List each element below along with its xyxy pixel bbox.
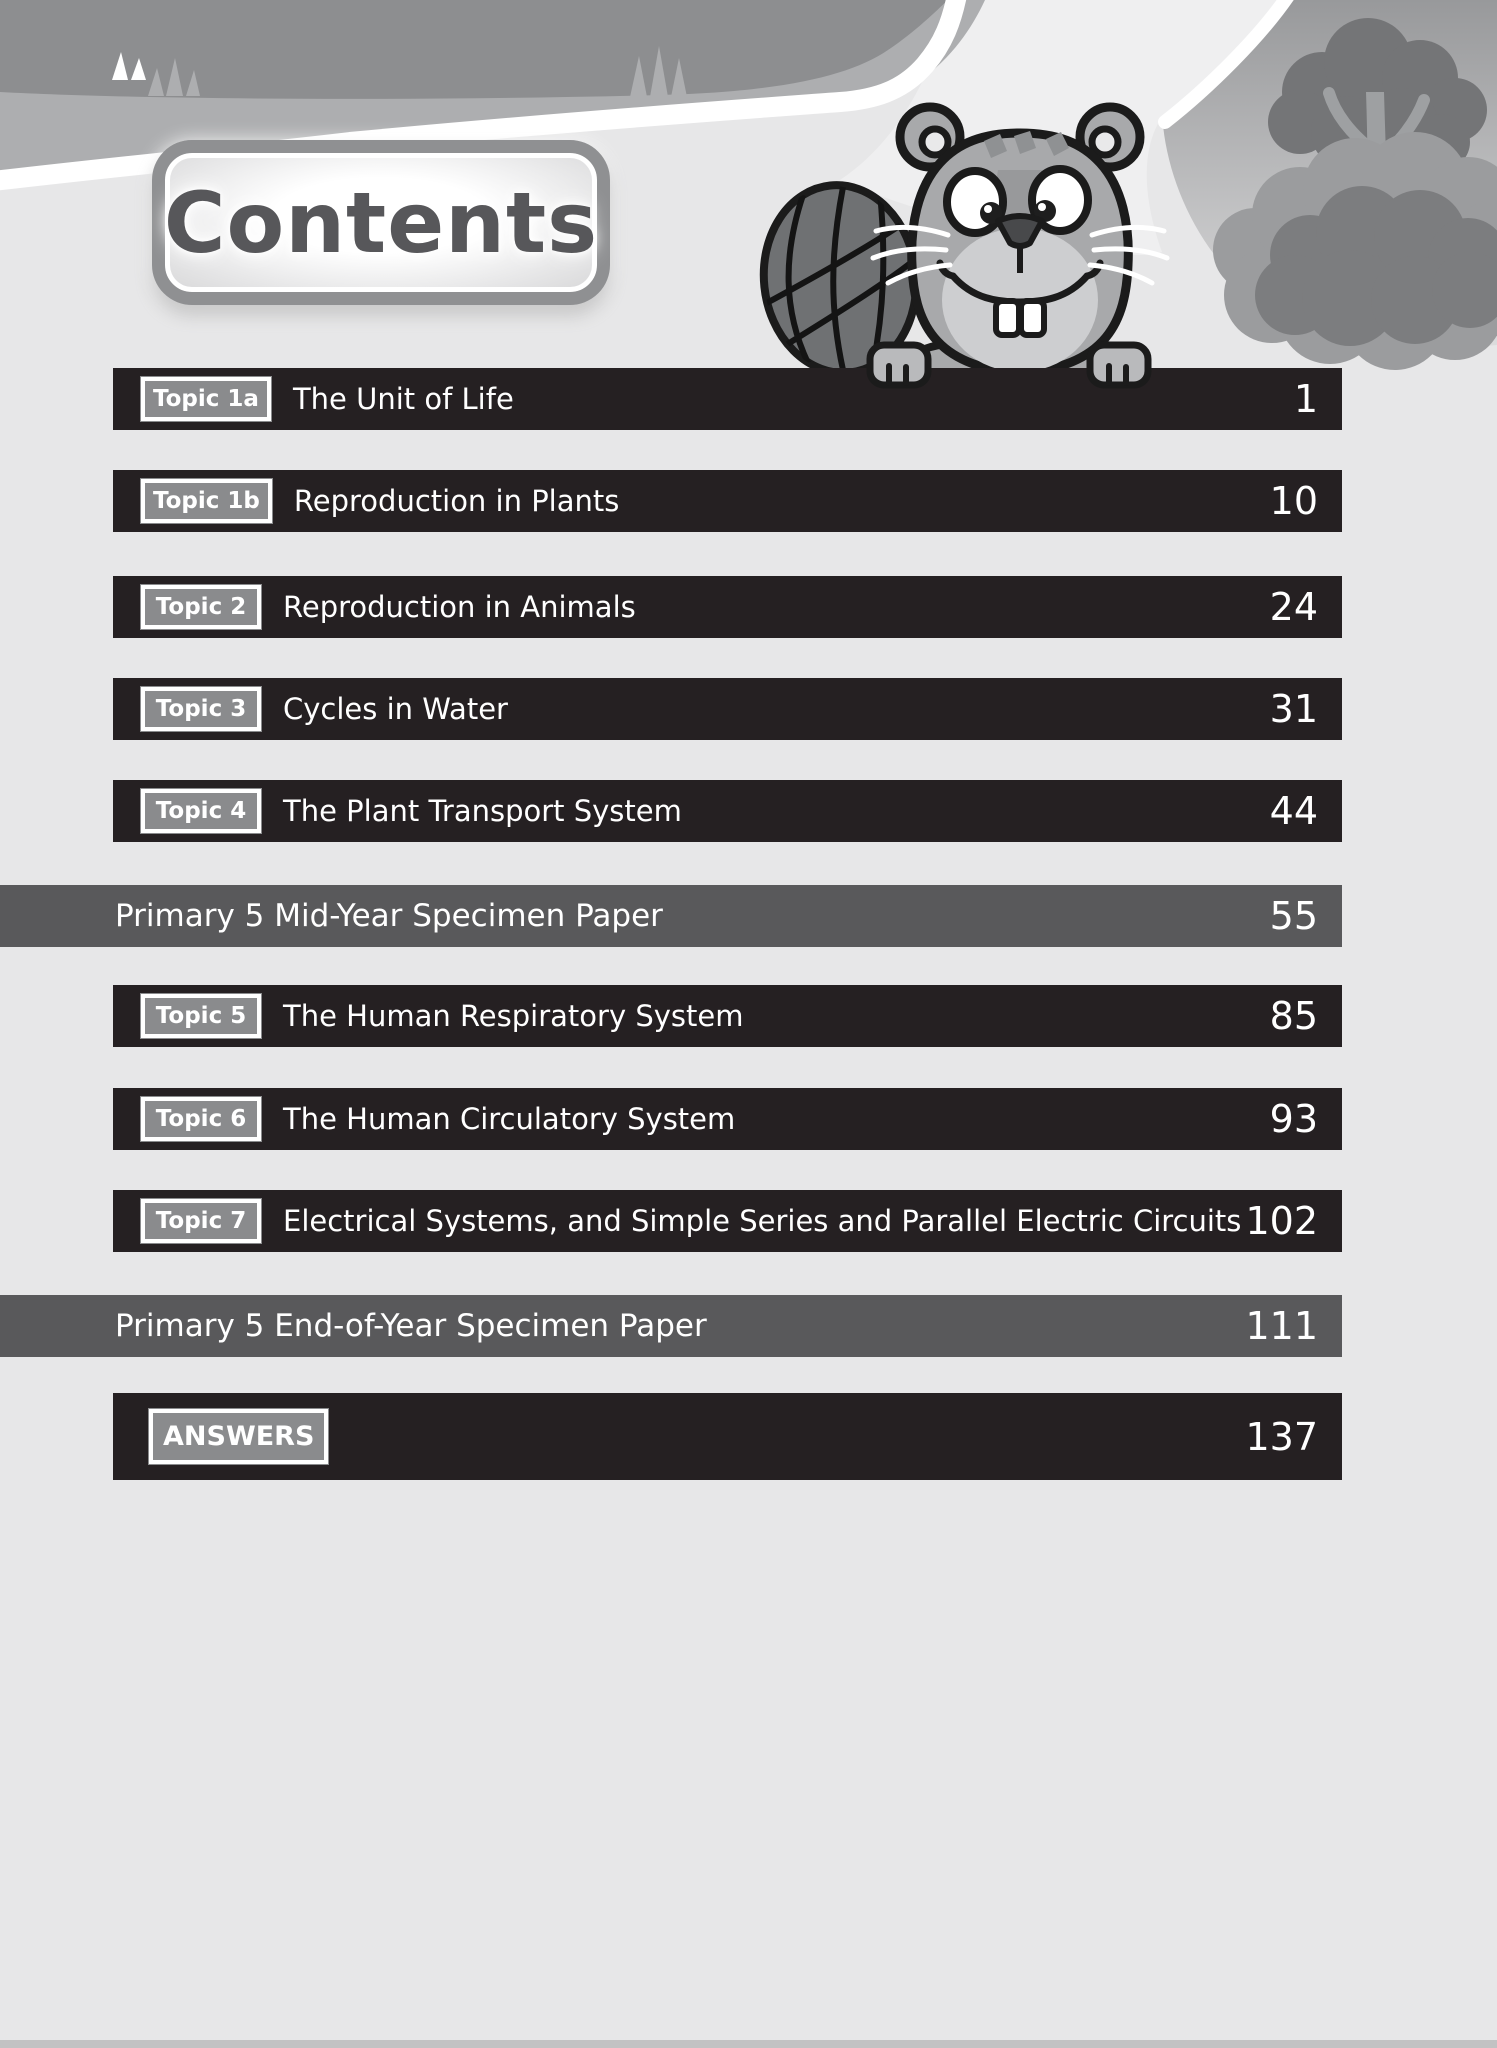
topic-badge: Topic 2 (141, 585, 261, 629)
topic-title: The Unit of Life (292, 382, 514, 416)
page-number: 24 (1269, 585, 1318, 629)
page-number: 1 (1293, 377, 1318, 421)
topic-title: The Plant Transport System (283, 794, 682, 828)
page-number: 31 (1269, 687, 1318, 731)
toc-row-answers (113, 1393, 1342, 1480)
page-number: 44 (1269, 789, 1318, 833)
topic-badge: Topic 6 (141, 1097, 261, 1141)
toc-row-topic-1b (113, 470, 1342, 532)
page-number: 137 (1245, 1414, 1318, 1459)
page-number: 85 (1269, 994, 1318, 1038)
topic-badge: Topic 5 (141, 994, 261, 1038)
paper-title: Primary 5 Mid-Year Specimen Paper (115, 898, 663, 934)
toc-row-topic-2 (113, 576, 1342, 638)
toc-row-topic-3 (113, 678, 1342, 740)
toc-row-topic-5 (113, 985, 1342, 1047)
answers-badge: ANSWERS (149, 1409, 328, 1464)
topic-title: The Human Respiratory System (283, 999, 744, 1033)
page-number: 10 (1269, 479, 1318, 523)
topic-badge: Topic 7 (141, 1199, 261, 1243)
topic-title: The Human Circulatory System (283, 1102, 736, 1136)
topic-title: Reproduction in Animals (283, 590, 636, 624)
topic-title: Electrical Systems, and Simple Series and Parallel Electric Circuits (283, 1204, 1242, 1238)
page-number: 111 (1245, 1304, 1318, 1348)
topic-title: Cycles in Water (283, 692, 508, 726)
topic-badge: Topic 3 (141, 687, 261, 731)
toc-row-topic-7 (113, 1190, 1342, 1252)
topic-badge: Topic 1b (141, 479, 272, 523)
toc-row-topic-1a (113, 368, 1342, 430)
topic-badge: Topic 1a (141, 377, 271, 421)
toc-row-topic-6 (113, 1088, 1342, 1150)
toc-row-endyear-paper (0, 1295, 1342, 1357)
topic-badge: Topic 4 (141, 789, 261, 833)
toc-row-midyear-paper (0, 885, 1342, 947)
toc-row-topic-4 (113, 780, 1342, 842)
page-bottom-edge (0, 2040, 1497, 2048)
page-number: 93 (1269, 1097, 1318, 1141)
topic-title: Reproduction in Plants (293, 484, 620, 518)
page-number: 55 (1269, 894, 1318, 938)
page-title: Contents (163, 173, 599, 272)
paper-title: Primary 5 End-of-Year Specimen Paper (115, 1308, 707, 1344)
page-number: 102 (1245, 1199, 1318, 1243)
